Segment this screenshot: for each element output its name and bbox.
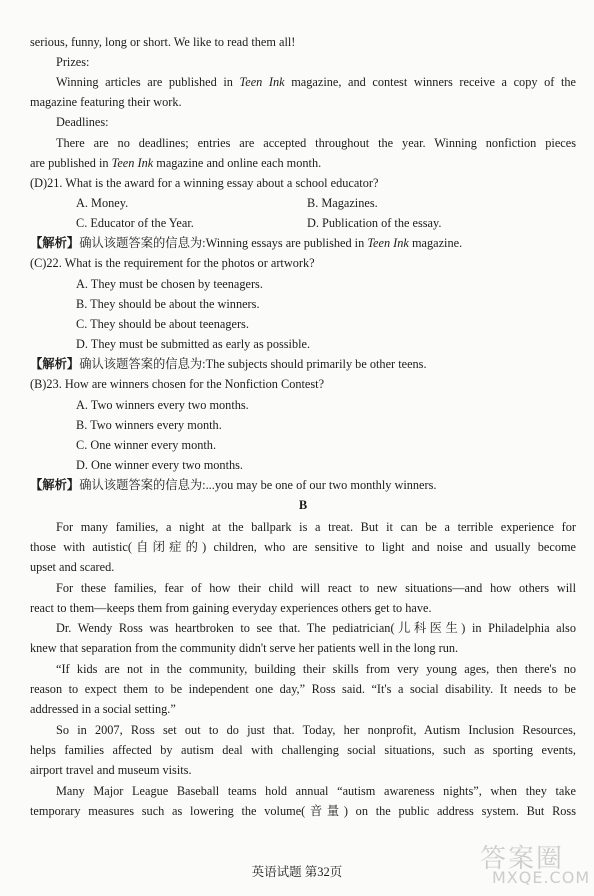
text-line: reason to expect them to be independent one day,” Ross said. “It's a social disability. It needs to be: [30, 682, 576, 696]
answer-explanation: 【解析】确认该题答案的信息为:The subjects should primarily be other teens.: [30, 357, 427, 371]
text-line: upset and scared.: [30, 560, 115, 574]
question-stem: (C)22. What is the requirement for the photos or artwork?: [30, 256, 315, 270]
text-line: react to them—keeps them from gaining everyday experiences others get to have.: [30, 601, 432, 615]
text-line: Deadlines:: [56, 115, 109, 129]
section-title: B: [298, 498, 308, 512]
page-footer: 英语试题 第32页: [251, 865, 343, 879]
option: C. Educator of the Year.: [76, 216, 194, 230]
option: B. Two winners every month.: [76, 418, 222, 432]
text-line: So in 2007, Ross set out to do just that. Today, her nonprofit, Autism Inclusion Resources,: [56, 723, 576, 737]
watermark-cn: 答案圈: [480, 844, 565, 874]
text-line: knew that separation from the community didn't serve her patients well in the long run.: [30, 641, 459, 655]
option: C. They should be about teenagers.: [76, 317, 249, 331]
text-line: “If kids are not in the community, building their skills from very young ages, then there's no: [56, 662, 576, 676]
text-line: temporary measures such as lowering the volume(音量) on the public address system. But Ross: [30, 804, 576, 818]
text-line: For these families, fear of how their child will react to new situations—and how others will: [56, 581, 576, 595]
text-line: helps families affected by autism deal with challenging social situations, such as sporting events,: [30, 743, 576, 757]
option: D. Publication of the essay.: [307, 216, 442, 230]
question-stem: (B)23. How are winners chosen for the Nonfiction Contest?: [30, 377, 325, 391]
answer-explanation: 【解析】确认该题答案的信息为:...you may be one of our two monthly winners.: [30, 478, 437, 492]
option: A. They must be chosen by teenagers.: [76, 277, 263, 291]
text-line: magazine featuring their work.: [30, 95, 182, 109]
option: B. They should be about the winners.: [76, 297, 260, 311]
text-line: airport travel and museum visits.: [30, 763, 192, 777]
text-line: serious, funny, long or short. We like to read them all!: [30, 35, 296, 49]
watermark-en: MXQE.COM: [492, 868, 591, 887]
text-line: Dr. Wendy Ross was heartbroken to see that. The pediatrician(儿科医生) in Philadelphia also: [56, 621, 576, 635]
watermark-logo: [474, 838, 591, 890]
question-stem: (D)21. What is the award for a winning essay about a school educator?: [30, 176, 379, 190]
text-line: Winning articles are published in Teen Ink magazine, and contest winners receive a copy of the: [56, 75, 576, 89]
answer-explanation: 【解析】确认该题答案的信息为:Winning essays are published in Teen Ink magazine.: [30, 236, 463, 250]
text-line: For many families, a night at the ballpark is a treat. But it can be a terrible experience for: [56, 520, 576, 534]
text-line: Many Major League Baseball teams hold annual “autism awareness nights”, when they take: [56, 784, 576, 798]
option: C. One winner every month.: [76, 438, 217, 452]
option: B. Magazines.: [307, 196, 378, 210]
text-line: those with autistic(自闭症的) children, who are sensitive to light and noise and usually become: [30, 540, 576, 554]
option: A. Two winners every two months.: [76, 398, 249, 412]
option: D. One winner every two months.: [76, 458, 243, 472]
text-line: addressed in a social setting.”: [30, 702, 176, 716]
option: D. They must be submitted as early as possible.: [76, 337, 311, 351]
text-line: are published in Teen Ink magazine and online each month.: [30, 156, 322, 170]
text-line: Prizes:: [56, 55, 90, 69]
option: A. Money.: [76, 196, 129, 210]
text-line: There are no deadlines; entries are accepted throughout the year. Winning nonfiction pieces: [56, 136, 576, 150]
